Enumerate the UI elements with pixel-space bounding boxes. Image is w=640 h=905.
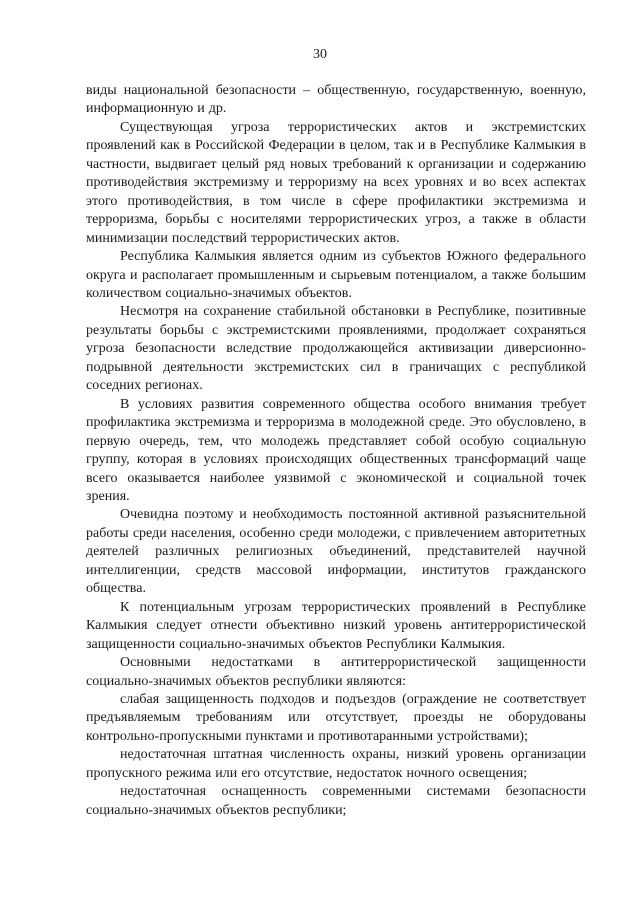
paragraph-terror-threat: Существующая угроза террористических актов и экстремистских проявлений как в Российской Федерации в целом, так и в Республике Калмыкия в частности, выдвигает целый ряд новых требований к организации и содержанию противодействия экстремизму и терроризму на всех уровнях и во всех аспектах этого противодействия, в том числе в сфере профилактики экстремизма и терроризма, борьбы с носителями террористических угроз, а также в области минимизации последствий террористических актов. xyxy=(86,119,586,246)
paragraph-potential-threats: К потенциальным угрозам террористических проявлений в Республике Калмыкия следует отнести объективно низкий уровень антитеррористической защищенности социально-значимых объектов Республики Калмыкия. xyxy=(86,599,586,652)
list-item-security-systems: недостаточная оснащенность современными системами безопасности социально-значимых объектов республики; xyxy=(86,784,586,818)
body-text xyxy=(86,82,586,820)
paragraph-outreach: Очевидна поэтому и необходимость постоянной активной разъяснительной работы среди населения, особенно среди молодежи, с привлечением авторитетных деятелей различных религиозных объединений, представителей научной интеллигенции, средств массовой информации, институтов гражданского общества. xyxy=(86,507,586,597)
page-number: 30 xyxy=(313,47,327,62)
paragraph-shortcomings-intro: Основными недостатками в антитеррористической защищенности социально-значимых объектов республики являются: xyxy=(86,655,586,689)
paragraph-continuation: виды национальной безопасности – общественную, государственную, военную, информационную и др. xyxy=(86,83,586,117)
list-item-security-staff: недостаточная штатная численность охраны, низкий уровень организации пропускного режима или его отсутствие, недостаток ночного освещения; xyxy=(86,747,586,781)
paragraph-youth: В условиях развития современного общества особого внимания требует профилактика экстремизма и терроризма в молодежной среде. Это обусловлено, в первую очередь, тем, что молодежь представляет собой особую социальную группу, которая в условиях происходящих общественных трансформаций чаще всего оказывается наиболее уязвимой с экономической и социальной точек зрения. xyxy=(86,396,586,504)
list-item-weak-protection: слабая защищенность подходов и подъездов (ограждение не соответствует предъявляемым требованиям или отсутствует, проезды не оборудованы контрольно-пропускными пунктами и противотаранными устройствами); xyxy=(86,691,586,744)
paragraph-kalmykia-region: Республика Калмыкия является одним из субъектов Южного федерального округа и располагает промышленным и сырьевым потенциалом, а также большим количеством социально-значимых объектов. xyxy=(86,249,586,301)
paragraph-stability: Несмотря на сохранение стабильной обстановки в Республике, позитивные результаты борьбы с экстремистскими проявлениями, продолжает сохраняться угроза безопасности вследствие продолжающейся активизации диверсионно-подрывной деятельности экстремистских сил в граничащих с республикой соседних регионах. xyxy=(86,304,586,394)
